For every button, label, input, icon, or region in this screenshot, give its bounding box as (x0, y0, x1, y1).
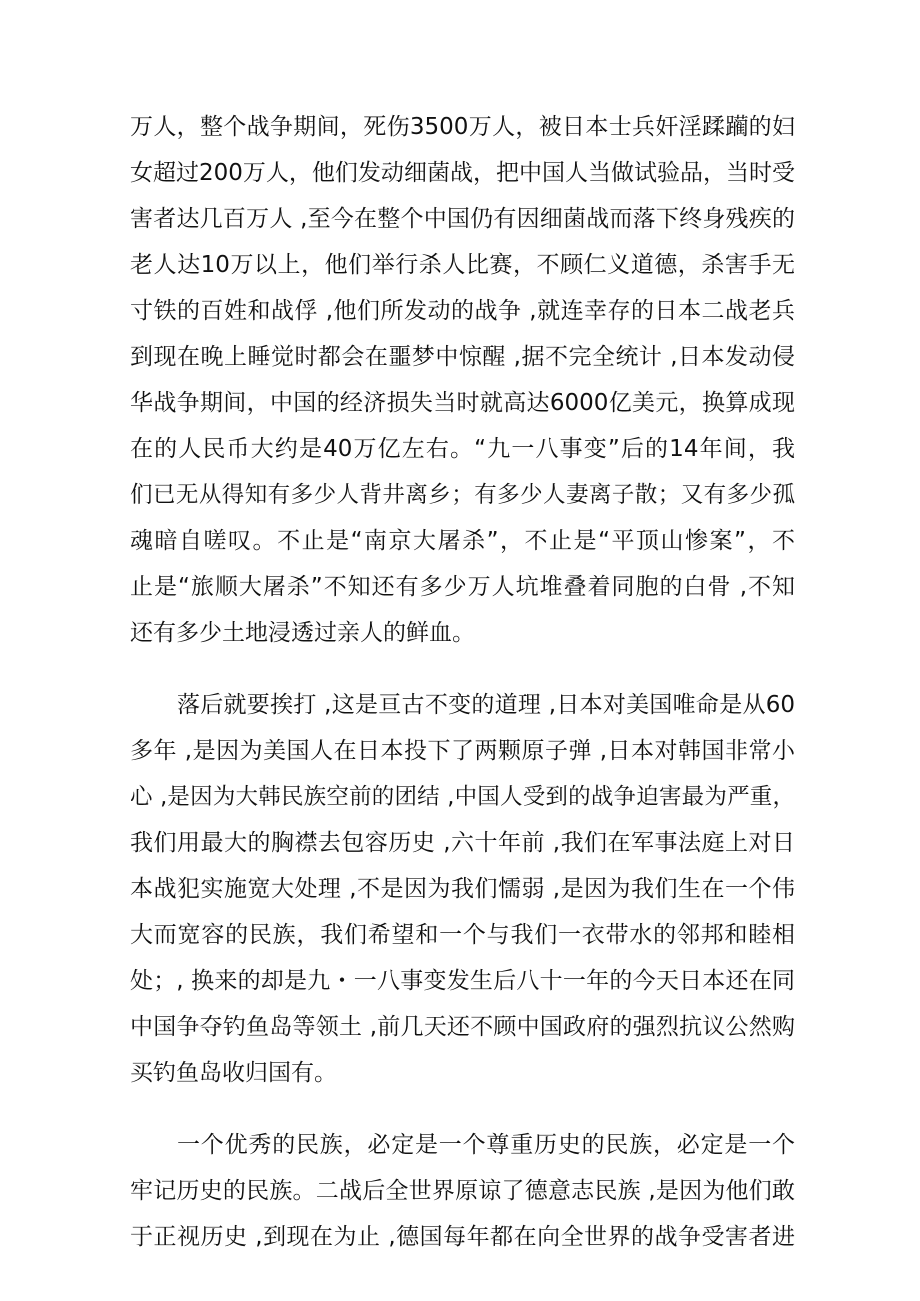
text-line: 一个优秀的民族，必定是一个尊重历史的民族，必定是一个 (177, 1132, 795, 1158)
text-line: 害者达几百万人 ,至今在整个中国仍有因细菌战而落下终身残疾的 (130, 206, 795, 232)
text-line: 买钓鱼岛收归国有。 (130, 1060, 337, 1086)
text-line: 落后就要挨打 ,这是亘古不变的道理 ,日本对美国唯命是从60 (177, 692, 795, 718)
paragraph-3 (130, 1122, 795, 1260)
text-line: 止是“旅顺大屠杀”不知还有多少万人坑堆叠着同胞的白骨 ,不知 (130, 574, 795, 600)
paragraph-2 (130, 682, 795, 1096)
text-line: 华战争期间，中国的经济损失当时就高达6000亿美元，换算成现 (130, 390, 795, 416)
text-line: 女超过200万人，他们发动细菌战，把中国人当做试验品，当时受 (130, 160, 795, 186)
text-line: 我们用最大的胸襟去包容历史 ,六十年前 ,我们在军事法庭上对日 (130, 830, 795, 856)
text-line: 万人，整个战争期间，死伤3500万人，被日本士兵奸淫蹂躏的妇 (130, 114, 795, 140)
paragraph-1 (130, 104, 795, 656)
text-line: 们已无从得知有多少人背井离乡；有多少人妻离子散；又有多少孤 (130, 482, 795, 508)
text-line: 还有多少土地浸透过亲人的鲜血。 (130, 620, 475, 646)
text-line: 寸铁的百姓和战俘 ,他们所发动的战争 ,就连幸存的日本二战老兵 (130, 298, 795, 324)
text-line: 牢记历史的民族。二战后全世界原谅了德意志民族 ,是因为他们敢 (130, 1178, 795, 1204)
text-line: 心 ,是因为大韩民族空前的团结 ,中国人受到的战争迫害最为严重， (130, 784, 795, 810)
text-line: 多年 ,是因为美国人在日本投下了两颗原子弹 ,日本对韩国非常小 (130, 738, 795, 764)
text-line: 到现在晚上睡觉时都会在噩梦中惊醒 ,据不完全统计 ,日本发动侵 (130, 344, 795, 370)
text-line: 老人达10万以上，他们举行杀人比赛，不顾仁义道德，杀害手无 (130, 252, 795, 278)
text-line: 于正视历史 ,到现在为止 ,德国每年都在向全世界的战争受害者进 (130, 1224, 795, 1250)
text-line: 在的人民币大约是40万亿左右。“九一八事变”后的14年间，我 (130, 436, 795, 462)
text-line: 本战犯实施宽大处理 ,不是因为我们懦弱 ,是因为我们生在一个伟 (130, 876, 795, 902)
text-line: 处；, 换来的却是九・一八事变发生后八十一年的今天日本还在同 (130, 968, 795, 994)
text-line: 大而宽容的民族，我们希望和一个与我们一衣带水的邻邦和睦相 (130, 922, 795, 948)
text-line: 中国争夺钓鱼岛等领土 ,前几天还不顾中国政府的强烈抗议公然购 (130, 1014, 795, 1040)
text-line: 魂暗自嗟叹。不止是“南京大屠杀”，不止是“平顶山惨案”，不 (130, 528, 795, 554)
document-body (130, 104, 795, 1260)
